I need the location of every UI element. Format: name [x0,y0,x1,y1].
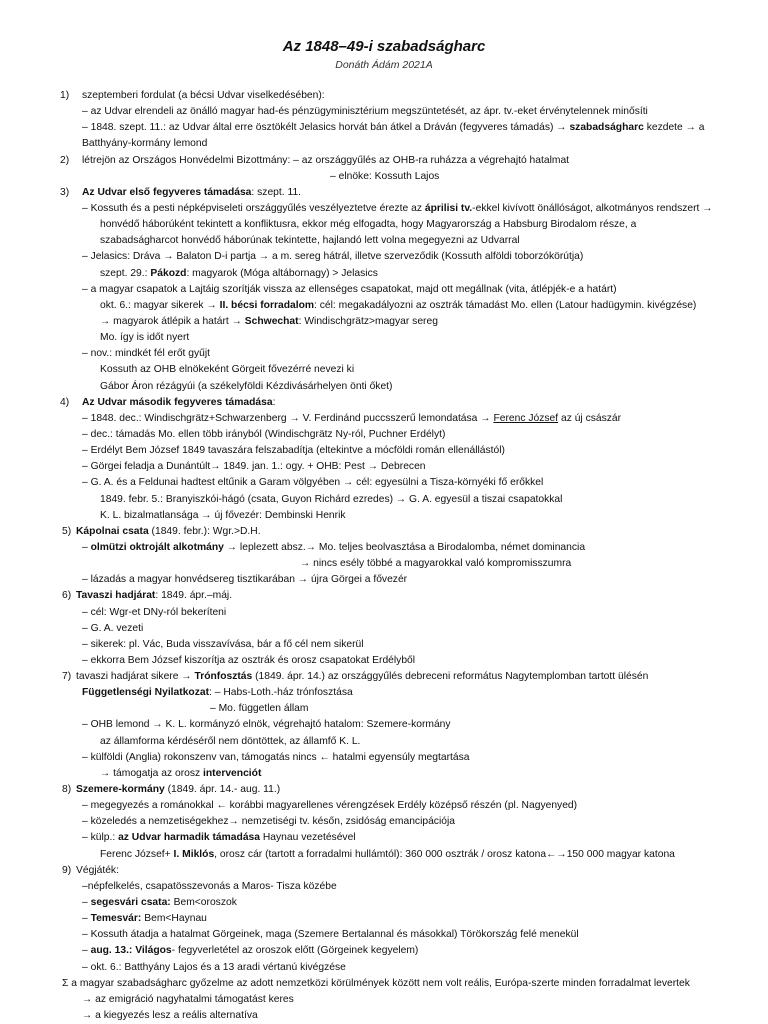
line-text: - fegyverletétel az oroszok előtt (Görgeinek kegyelem) [171,945,419,957]
line-text: Bem<oroszok [170,897,237,909]
bold-text: Szemere-kormány [76,784,165,796]
line-text: : cél: megakadályozni az osztrák támadást Mo. ellen (Latour hadügymin. kivégzése) [314,299,697,311]
line-text: : – Habs-Loth.-ház trónfosztása [209,687,353,699]
text-line [0,879,768,895]
line-text: – OHB lemond → K. L. kormányzó elnök, végrehajtó hatalom: Szemere-kormány [82,719,451,731]
line-text: – külföldi (Anglia) rokonszenv van, támogatás nincs ← hatalmi egyensúly megtartása [82,751,470,763]
line-text: : Windischgrätz>magyar sereg [298,315,438,327]
text-line [0,395,768,411]
list-number: 7) [62,671,72,683]
bold-text: II. bécsi forradalom [219,299,315,311]
line-text: Haynau vezetésével [260,832,356,844]
line-text: – okt. 6.: Batthyány Lajos és a 13 aradi vértanú kivégzése [82,961,346,973]
line-text: okt. 6.: magyar sikerek → [100,299,220,311]
line-text: Bem<Haynau [141,913,207,925]
bold-text: áprilisi tv. [424,202,473,214]
text-line [0,701,768,717]
line-text: – [82,945,91,957]
text-line [0,960,768,976]
text-line [0,492,768,508]
line-text: → leplezett absz.→ Mo. teljes beolvasztása a Birodalomba, német dominancia [223,541,586,553]
bold-text: aug. 13.: Világos [90,945,172,957]
line-text: szeptemberi fordulat (a bécsi Udvar viselkedésében): [82,90,325,101]
line-text: – sikerek: pl. Vác, Buda visszavívása, bár a fő cél nem sikerül [82,638,364,650]
text-line [0,282,768,298]
text-line [0,653,768,669]
text-line [0,459,768,475]
text-line [0,669,768,685]
text-line [0,540,768,556]
text-line [0,104,768,120]
line-text: – cél: Wgr-et DNy-ról bekeríteni [82,606,227,618]
line-text: – G. A. és a Feldunai hadtest eltűnik a Garam völgyében → cél: egyesülni a Tisza-környéki fő erőkkel [82,477,544,489]
line-text: Gábor Áron rézágyúi (a székelyföldi Kézdivásárhelyen önti őket) [100,380,393,392]
text-line [0,185,768,201]
text-line [0,605,768,621]
line-text: – Erdélyt Bem József 1849 tavaszára felszabadítja (eltekintve a mócföldi román ellenállástól) [82,445,505,457]
text-line [0,443,768,459]
text-line [0,766,768,782]
line-text: Ferenc József+ [100,848,174,860]
bold-text: Temesvár: [90,913,142,925]
line-text: → az emigráció nagyhatalmi támogatást keres [82,993,294,1005]
bold-text: az Udvar harmadik támadása [118,832,260,844]
line-text: Σ a magyar szabadságharc győzelme az adott nemzetközi körülmények között nem volt reális, Európa-szerte minden forradalmat levertek [62,977,690,989]
line-text: 1849. febr. 5.: Branyiszkói-hágó (csata, Guyon Richárd ezredes) → G. A. egyesül a tiszai csapatokkal [100,493,563,505]
line-text: – az Udvar elrendeli az önálló magyar had-és pénzügyminisztérium megszüntetését, az ápr. tv.-eket érvénytelennek minősíti [82,106,648,118]
text-line [0,556,768,572]
document-body [0,88,768,1024]
line-text: Batthyány-kormány lemond [82,138,208,150]
bold-text: Függetlenségi Nyilatkozat [82,687,210,699]
line-text: létrejön az Országos Honvédelmi Bizottmány: – az országgyűlés az OHB-ra ruházza a végrehajtó hatalmat [82,154,570,166]
line-text: – megegyezés a románokkal ← korábbi magyarellenes vérengzések Erdély középső részén (pl. Nagyenyed) [82,800,578,812]
line-text: szept. 29.: [100,267,151,279]
text-line [0,895,768,911]
line-text: – a magyar csapatok a Lajtáig szorítják vissza az ellenséges csapatokat, majd ott megállnak (vita, átlépjék-e a határt) [82,283,617,295]
line-text: (1849. ápr. 14.- aug. 11.) [164,784,281,796]
line-text: – külp.: [82,832,119,844]
text-line [0,508,768,524]
text-line [0,992,768,1008]
text-line [0,798,768,814]
line-text: – közeledés a nemzetiségekhez→ nemzetiségi tv. későn, zsidóság emancipációja [82,816,455,828]
line-text: az új császár [558,412,622,424]
bold-text: olmützi oktrojált alkotmány [90,541,224,553]
line-text: (1849. ápr. 14.) az országgyűlés debreceni református Nagytemplomban tartott ülésén [252,671,649,683]
line-text: – 1848. szept. 11.: az Udvar által erre ösztökélt Jelasics horvát bán átkel a Dráván (fegyveres támadás) → [82,122,570,134]
text-line [0,863,768,879]
line-text: – G. A. vezeti [82,622,144,634]
bold-text: szabadságharc [569,122,644,134]
line-text: – elnöke: Kossuth Lajos [330,170,440,182]
line-text: : [272,396,276,408]
bold-text: Tavaszi hadjárat [76,590,156,602]
line-text: – nov.: mindkét fél erőt gyűjt [82,348,211,360]
line-text: szabadságharcot honvédő háborúnak tekintette, hajlandó lett volna megegyezni az Udvarral [100,235,520,247]
text-line [0,976,768,992]
line-text: K. L. bizalmatlansága → új fővezér: Dembinski Henrik [100,509,346,521]
bold-text: Az Udvar első fegyveres támadása [82,186,252,198]
text-line [0,298,768,314]
line-text: – Kossuth és a pesti népképviseleti országgyűlés veszélyeztetve érezte az [82,202,425,214]
line-text: : szept. 11. [251,186,302,198]
line-text: az államforma kérdéséről nem döntöttek, az államfő K. L. [100,735,361,747]
line-text: Végjáték: [76,864,119,876]
bold-text: segesvári csata: [90,897,171,909]
text-line [0,1008,768,1024]
bold-text: Schwechat [244,315,299,327]
document-title: Az 1848–49-i szabadságharc [282,38,486,55]
underlined-text: Ferenc József [493,412,559,424]
text-line [0,524,768,540]
line-text: → nincs esély többé a magyarokkal való kompromisszumra [300,558,572,570]
line-text: → magyarok átlépik a határt → [100,315,245,327]
bold-text: I. Miklós [173,848,215,860]
line-text: – ekkorra Bem József kiszorítja az osztrák és orosz csapatokat Erdélyből [82,654,416,666]
text-line [0,379,768,395]
text-line [0,201,768,217]
line-text: → támogatja az orosz [100,767,204,779]
line-text: – dec.: támadás Mo. ellen több irányból (Windischgrätz Ny-ról, Puchner Erdélyt) [82,428,446,440]
text-line [0,943,768,959]
list-number: 9) [62,864,72,876]
line-text: tavaszi hadjárat sikere → [76,671,195,683]
text-line [0,637,768,653]
line-text: → a kiegyezés lesz a reális alternatíva [82,1010,258,1022]
text-line [0,621,768,637]
text-line [0,588,768,604]
text-line [0,88,768,104]
bold-text: Az Udvar második fegyveres támadása [82,396,273,408]
line-text: – Jelasics: Dráva → Balaton D-i partja → a m. sereg hátrál, illetve szerveződik (Kossuth alföldi toborzókörútja) [82,251,584,263]
text-line [0,217,768,233]
text-line [0,169,768,185]
text-line [0,233,768,249]
line-text: : magyarok (Móga altábornagy) > Jelasics [186,267,378,279]
line-text: – Kossuth átadja a hatalmat Görgeinek, maga (Szemere Bertalannal és másokkal) Törökország felé menekül [82,929,579,941]
text-line [0,717,768,733]
list-number: 2) [60,154,70,166]
line-text: – Görgei feladja a Dunántúlt→ 1849. jan. 1.: ogy. + OHB: Pest → Debrecen [82,461,426,473]
list-number: 1) [60,90,70,101]
line-text: –népfelkelés, csapatösszevonás a Maros- Tisza közébe [82,880,337,892]
text-line [0,136,768,152]
text-line [0,330,768,346]
line-text: – [82,541,91,553]
line-text: Mo. így is időt nyert [100,332,190,344]
line-text: – 1848. dec.: Windischgrätz+Schwarzenberg → V. Ferdinánd puccsszerű lemondatása → [82,412,494,424]
line-text: – Mo. független állam [210,703,309,715]
text-line [0,572,768,588]
text-line [0,411,768,427]
text-line [0,847,768,863]
line-text: – lázadás a magyar honvédsereg tisztikarában → újra Görgei a fővezér [82,574,408,586]
text-line [0,927,768,943]
text-line [0,427,768,443]
text-line [0,153,768,169]
bold-text: intervenciót [203,767,262,779]
text-line [0,249,768,265]
line-text: Kossuth az OHB elnökeként Görgeit fővezérré nevezi ki [100,364,355,376]
text-line [0,362,768,378]
text-line [0,750,768,766]
line-text: : 1849. ápr.–máj. [155,590,233,602]
list-number: 3) [60,186,70,198]
text-line [0,782,768,798]
list-number: 6) [62,590,72,602]
text-line [0,266,768,282]
list-number: 5) [62,525,72,537]
list-number: 8) [62,784,72,796]
line-text: – [82,897,91,909]
document-author: Donáth Ádám 2021A [335,59,433,71]
text-line [0,475,768,491]
text-line [0,314,768,330]
line-text: -ekkel kivívott önállóságot, alkotmányos rendszert → [472,202,713,214]
line-text: kezdete → a [643,122,705,134]
text-line [0,346,768,362]
line-text: honvédő háborúként tekintett a konfliktusra, ekkor még elfogadta, hogy Magyarország a Habsburg Birodalom része, a [100,219,637,231]
text-line [0,685,768,701]
line-text: , orosz cár (tartott a forradalmi hullámtól): 360 000 osztrák / orosz katona←→150 000 magyar katona [214,848,675,860]
list-number: 4) [60,396,70,408]
text-line [0,120,768,136]
text-line [0,911,768,927]
text-line [0,814,768,830]
bold-text: Pákozd [150,267,187,279]
text-line [0,830,768,846]
line-text: – [82,913,91,925]
bold-text: Kápolnai csata [76,525,149,537]
bold-text: Trónfosztás [194,671,253,683]
text-line [0,734,768,750]
line-text: (1849. febr.): Wgr.>D.H. [148,525,261,537]
